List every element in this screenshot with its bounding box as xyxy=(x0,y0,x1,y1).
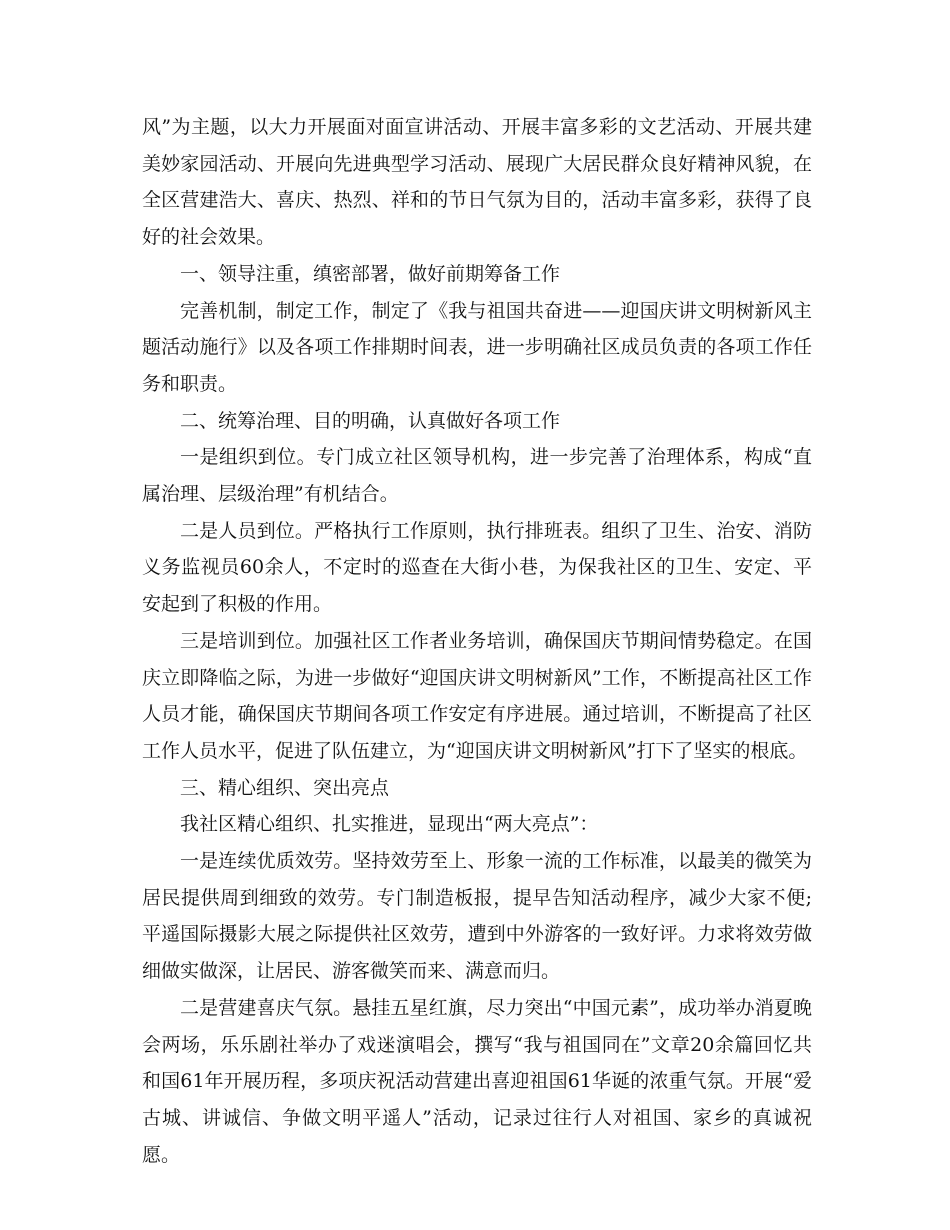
body-paragraph-continuation: 风”为主题，以大力开展面对面宣讲活动、开展丰富多彩的文艺活动、开展共建美妙家园活动、开展向先进典型学习活动、展现广大居民群众良好精神风貌，在全区营建浩大、喜庆、热烈、祥和的节日气氛为目的，活动丰富多彩，获得了良好的社会效果。 xyxy=(142,116,812,249)
body-paragraph: 一是组织到位。专门成立社区领导机构，进一步完善了治理体系，构成“直属治理、层级治理”有机结合。 xyxy=(142,446,812,506)
body-paragraph: 二是营建喜庆气氛。悬挂五星红旗，尽力突出“中国元素”，成功举办消夏晚会两场，乐乐剧社举办了戏迷演唱会，撰写“我与祖国同在”文章20余篇回忆共和国61年开展历程，多项庆祝活动营建出喜迎祖国61华诞的浓重气氛。开展“爱古城、讲诚信、争做文明平遥人”活动，记录过往行人对祖国、家乡的真诚祝愿。 xyxy=(142,996,812,1166)
body-paragraph: 三是培训到位。加强社区工作者业务培训，确保国庆节期间情势稳定。在国庆立即降临之际，为进一步做好“迎国庆讲文明树新风”工作，不断提高社区工作人员才能，确保国庆节期间各项工作安定有序进展。通过培训，不断提高了社区工作人员水平，促进了队伍建立，为“迎国庆讲文明树新风”打下了坚实的根底。 xyxy=(142,629,812,762)
body-paragraph: 完善机制，制定工作，制定了《我与祖国共奋进——迎国庆讲文明树新风主题活动施行》以及各项工作排期时间表，进一步明确社区成员负责的各项工作任务和职责。 xyxy=(142,299,812,395)
body-paragraph: 我社区精心组织、扎实推进，显现出“两大亮点”： xyxy=(180,813,599,836)
body-paragraph: 二是人员到位。严格执行工作原则，执行排班表。组织了卫生、治安、消防义务监视员60余人，不定时的巡查在大街小巷，为保我社区的卫生、安定、平安起到了积极的作用。 xyxy=(142,519,812,616)
body-paragraph: 一是连续优质效劳。坚持效劳至上、形象一流的工作标准，以最美的微笑为居民提供周到细致的效劳。专门制造板报，提早告知活动程序，减少大家不便;平遥国际摄影大展之际提供社区效劳，遭到中外游客的一致好评。力求将效劳做细做实做深，让居民、游客微笑而来、满意而归。 xyxy=(142,850,812,983)
section-heading-2: 二、统筹治理、目的明确，认真做好各项工作 xyxy=(180,409,561,432)
document-body xyxy=(142,109,812,1173)
section-heading-3: 三、精心组织、突出亮点 xyxy=(180,776,390,799)
section-heading-1: 一、领导注重，缜密部署，做好前期筹备工作 xyxy=(180,262,561,285)
